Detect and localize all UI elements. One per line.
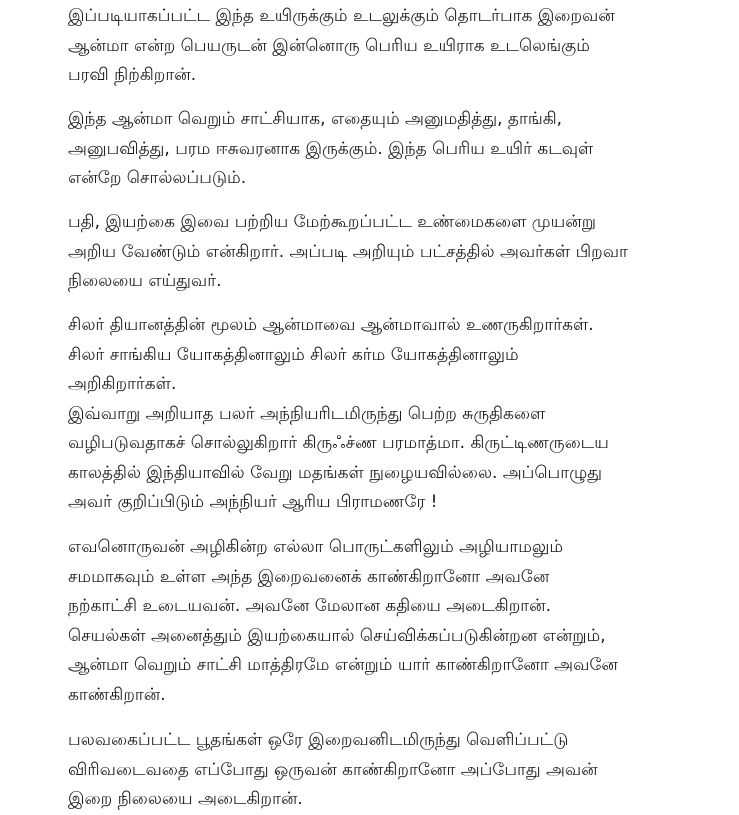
paragraph (68, 726, 598, 815)
text-line: பதி, இயற்கை இவை பற்றிய மேற்கூறப்பட்ட உண்மைகளை முயன்று (68, 212, 596, 232)
text-line: பலவகைப்பட்ட பூதங்கள் ஒரே இறைவனிடமிருந்து வெளிப்பட்டு (68, 730, 569, 750)
text-line: அவர் குறிப்பிடும் அந்நியர் ஆரிய பிராமணரே ! (68, 492, 438, 512)
text-line: அறிய வேண்டும் என்கிறார். அப்படி அறியும் பட்சத்தில் அவர்கள் பிறவா (68, 241, 628, 262)
text-line: அறிகிறார்கள். (68, 374, 177, 394)
text-line: இந்த ஆன்மா வெறும் சாட்சியாக, எதையும் அனுமதித்து, தாங்கி, (68, 109, 563, 129)
text-line: காலத்தில் இந்தியாவில் வேறு மதங்கள் நுழையவில்லை. அப்பொழுது (68, 462, 602, 483)
text-line: வழிபடுவதாகச் சொல்லுகிறார் கிருஃச்ண பரமாத்மா. கிருட்டிணருடைய (68, 433, 609, 453)
text-line: சமமாகவும் உள்ள அந்த இறைவனைக் காண்கிறானோ அவனே (68, 566, 550, 587)
text-line: என்றே சொல்லப்படும். (68, 168, 247, 188)
text-line: நிலையை எய்துவர். (68, 271, 222, 291)
text-line: இவ்வாறு அறியாத பலர் அந்நியரிடமிருந்து பெற்ற சுருதிகளை (68, 403, 546, 424)
paragraph (68, 208, 628, 297)
paragraph (68, 311, 609, 518)
text-line: சிலர் சாங்கிய யோகத்தினாலும் சிலர் கர்ம யோகத்தினாலும் (68, 344, 519, 365)
text-line: பரவி நிற்கிறான். (68, 65, 197, 85)
text-line: எவனொருவன் அழிகின்ற எல்லா பொருட்களிலும் அழியாமலும் (68, 537, 564, 557)
text-line: செயல்கள் அனைத்தும் இயற்கையால் செய்விக்கப்படுகின்றன என்றும், (68, 625, 606, 646)
paragraph (68, 533, 618, 710)
text-line: நற்காட்சி உடையவன். அவனே மேலான கதியை அடைகிறான். (68, 596, 552, 616)
text-line: காண்கிறான். (68, 684, 166, 705)
text-line: சிலர் தியானத்தின் மூலம் ஆன்மாவை ஆன்மாவால் உணருகிறார்கள். (68, 315, 594, 335)
text-line: ஆன்மா என்ற பெயருடன் இன்னொரு பெரிய உயிராக உடலெங்கும் (68, 35, 590, 56)
text-line: ஆன்மா வெறும் சாட்சி மாத்திரமே என்றும் யார் காண்கிறானோ அவனே (68, 655, 618, 675)
paragraph (68, 2, 615, 91)
text-line: இறை நிலையை அடைகிறான். (68, 789, 303, 809)
paragraph (68, 105, 593, 194)
text-line: விரிவடைவதை எப்போது ஒருவன் காண்கிறானோ அப்போது அவன் (68, 759, 598, 780)
text-line: இப்படியாகப்பட்ட இந்த உயிருக்கும் உடலுக்கும் தொடர்பாக இறைவன் (68, 6, 615, 26)
text-line: அனுபவித்து, பரம ஈசுவரனாக இருக்கும். இந்த பெரிய உயிர் கடவுள் (68, 138, 594, 159)
